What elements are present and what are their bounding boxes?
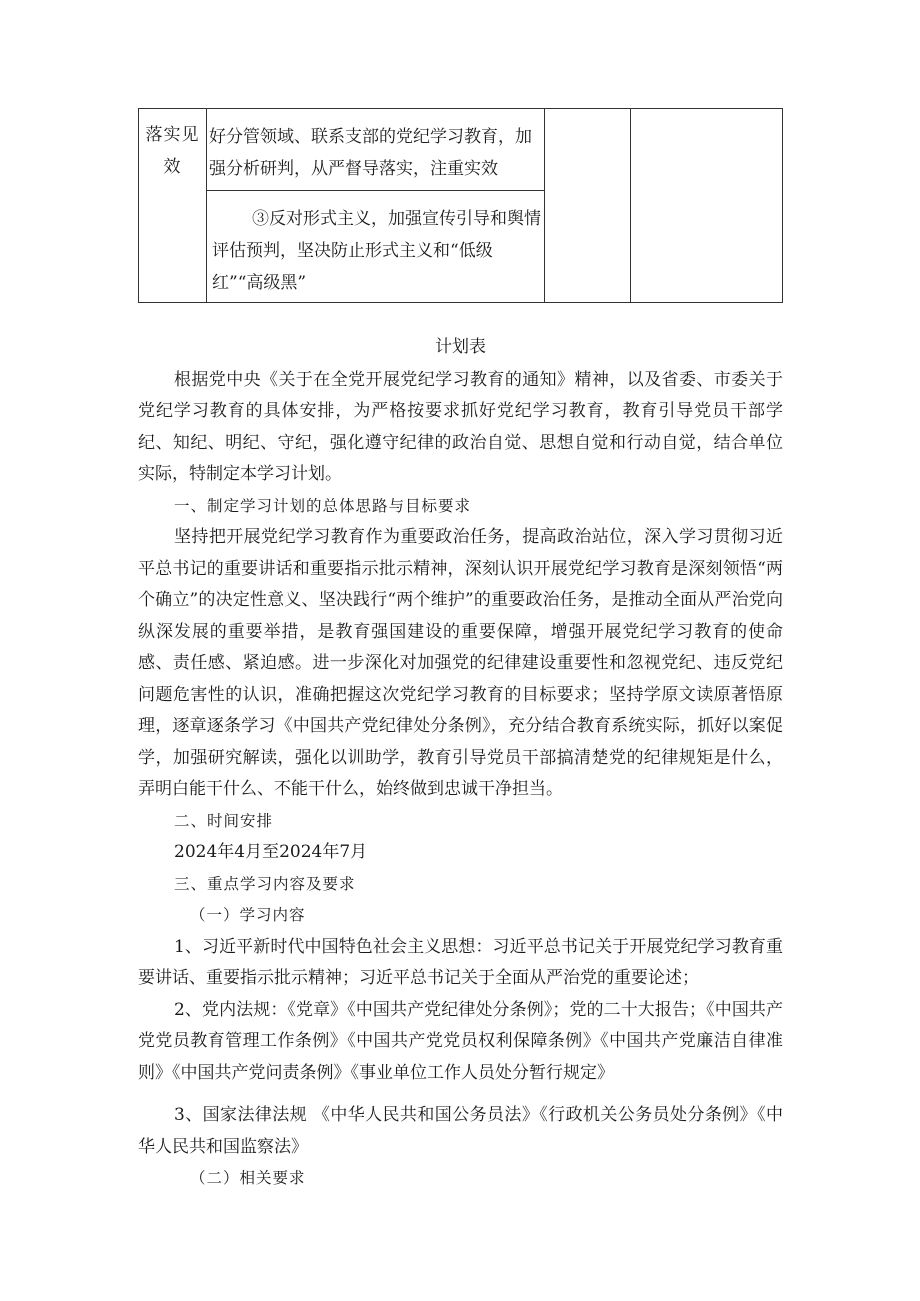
- section-heading: 一、制定学习计划的总体思路与目标要求: [174, 496, 472, 515]
- intro-paragraph: 根据党中央《关于在全党开展党纪学习教育的通知》精神，以及省委、市委关于党纪学习教育的具体安排，为严格按要求抓好党纪学习教育，教育引导党员干部学纪、知纪、明纪、守纪，强化遵守纪律的政治自觉、思想自觉和行动自觉，结合单位实际，特制定本学习计划。: [138, 369, 783, 484]
- page-title: 计划表: [435, 337, 486, 357]
- empty-cell: [545, 109, 631, 303]
- measure-text: ③反对形式主义，加强宣传引导和舆情评估预判，坚决防止形式主义和“低级红”“高级黑”: [212, 209, 541, 293]
- empty-cell: [631, 109, 783, 303]
- measure-text: 好分管领域、联系支部的党纪学习教育，加强分析研判，从严督导落实，注重实效: [209, 127, 532, 179]
- list-item: 3、国家法律法规 《中华人民共和国公务员法》《行政机关公务员处分条例》《中华人民共和国监察法》: [138, 1105, 783, 1157]
- document-body: [138, 330, 783, 1195]
- evaluation-table: [138, 108, 783, 303]
- section-heading: 三、重点学习内容及要求: [174, 874, 356, 893]
- category-cell: 落实见效: [139, 109, 207, 303]
- list-item: 2、党内法规：《党章》《中国共产党纪律处分条例》；党的二十大报告；《中国共产党党员教育管理工作条例》《中国共产党党员权利保障条例》《中国共产党廉洁自律准则》《中国共产党问责条例》《事业单位工作人员处分暂行规定》: [138, 999, 783, 1083]
- subsection-heading: （一）学习内容: [190, 906, 306, 924]
- table-row: [139, 109, 783, 191]
- list-item: 1、习近平新时代中国特色社会主义思想：习近平总书记关于开展党纪学习教育重要讲话、重要指示批示精神；习近平总书记关于全面从严治党的重要论述；: [138, 936, 783, 988]
- schedule-text: 2024年4月至2024年7月: [174, 842, 368, 862]
- section-paragraph: 坚持把开展党纪学习教育作为重要政治任务，提高政治站位，深入学习贯彻习近平总书记的重要讲话和重要指示批示精神，深刻认识开展党纪学习教育是深刻领悟“两个确立”的决定性意义、坚决践行“两个维护”的重要政治任务，是推动全面从严治党向纵深发展的重要举措，是教育强国建设的重要保障，增强开展党纪学习教育的使命感、责任感、紧迫感。进一步深化对加强党的纪律建设重要性和忽视党纪、违反党纪问题危害性的认识，准确把握这次党纪学习教育的目标要求；坚持学原文读原著悟原理，逐章逐条学习《中国共产党纪律处分条例》，充分结合教育系统实际，抓好以案促学，加强研究解读，强化以训助学，教育引导党员干部搞清楚党的纪律规矩是什么，弄明白能干什么、不能干什么，始终做到忠诚干净担当。: [138, 527, 783, 799]
- measure-cell: [207, 109, 545, 191]
- measure-cell: [207, 191, 545, 303]
- section-heading: 二、时间安排: [174, 811, 274, 830]
- subsection-heading: （二）相关要求: [190, 1169, 306, 1187]
